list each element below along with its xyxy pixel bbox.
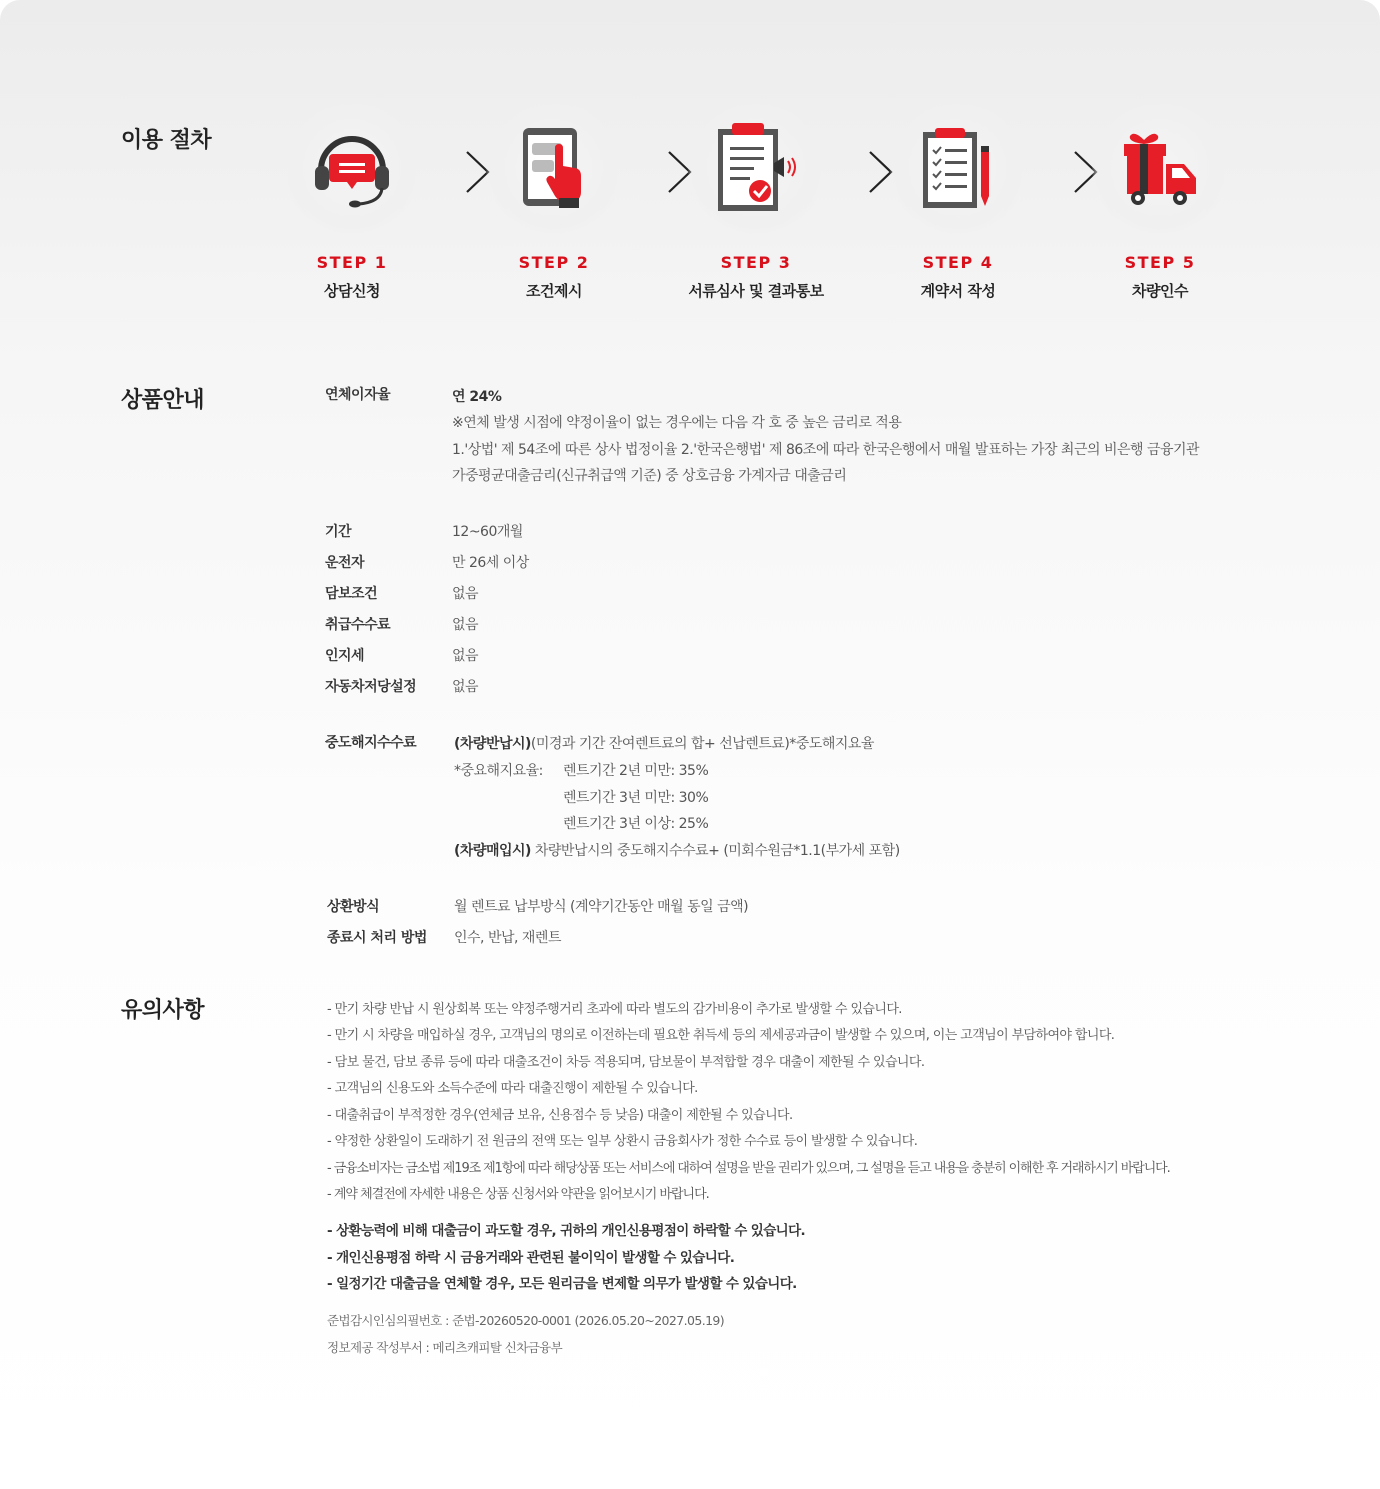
- product-row-key: 기간: [325, 524, 352, 540]
- product-row-value: 월 렌트료 납부방식 (계약기간동안 매월 동일 금액): [454, 899, 749, 915]
- notice-item: - 대출취급이 부적정한 경우(연체금 보유, 신용점수 등 낮음) 대출이 제한될 수 있습니다.: [327, 1108, 793, 1123]
- product-row-value: 12~60개월: [452, 524, 523, 540]
- product-row-key: 운전자: [325, 555, 365, 571]
- step-1-label: 상담신청: [324, 282, 380, 300]
- strong-notice-item: - 상환능력에 비해 대출금이 과도할 경우, 귀하의 개인신용평점이 하락할 수 있습니다.: [327, 1223, 806, 1239]
- return-fee-line: [454, 733, 874, 753]
- product-row-value: 인수, 반납, 재렌트: [454, 930, 561, 946]
- rate-item: 렌트기간 3년 미만: 30%: [563, 790, 709, 806]
- notice-item: - 금융소비자는 금소법 제19조 제1항에 따라 해당상품 또는 서비스에 대하여 설명을 받을 권리가 있으며, 그 설명을 듣고 내용을 충분히 이해한 후 거래하시기 바랍니다.: [327, 1161, 1170, 1176]
- product-row-key: 담보조건: [325, 586, 378, 602]
- notice-title: 유의사항: [121, 998, 205, 1023]
- return-formula: (미경과 기간 잔여렌트료의 합+ 선납렌트료)*중도해지요율: [530, 736, 874, 752]
- headset-chat-icon: [309, 128, 395, 208]
- product-row-key: 취급수수료: [325, 617, 391, 633]
- step-4-number: STEP 4: [922, 253, 994, 272]
- product-title: 상품안내: [121, 388, 205, 413]
- author-department: 정보제공 작성부서 : 메리츠캐피탈 신차금융부: [327, 1340, 563, 1355]
- rate-label: *중요해지요율:: [454, 763, 543, 779]
- step-3: [666, 100, 846, 301]
- product-row-value: 없음: [452, 648, 479, 664]
- process-title: 이용 절차: [121, 128, 212, 153]
- overdue-rate-value: 연 24%: [452, 389, 502, 405]
- notice-item: - 만기 시 차량을 매입하실 경우, 고객님의 명의로 이전하는데 필요한 취득세 등의 제세공과금이 발생할 수 있으며, 이는 고객님이 부담하여야 합니다.: [327, 1028, 1115, 1043]
- rate-item: 렌트기간 3년 이상: 25%: [563, 816, 709, 832]
- gift-truck-icon: [1120, 126, 1200, 210]
- step-1-icon-circle: [284, 100, 420, 236]
- step-4-icon-circle: [890, 100, 1026, 236]
- step-2-number: STEP 2: [518, 253, 590, 272]
- step-4-label: 계약서 작성: [920, 282, 996, 300]
- overdue-note-line: ※연체 발생 시점에 약정이율이 없는 경우에는 다음 각 호 중 높은 금리로 적용: [452, 415, 902, 431]
- step-2-icon-circle: [486, 100, 622, 236]
- approval-number: 준법감시인심의필번호 : 준법-20260520-0001 (2026.05.20~2027.05.19): [327, 1313, 725, 1328]
- early-termination-key: 중도해지수수료: [325, 735, 417, 751]
- product-row-value: 없음: [452, 586, 479, 602]
- step-2: [464, 100, 644, 301]
- product-row-key: 종료시 처리 방법: [327, 930, 427, 946]
- step-3-icon-circle: [688, 100, 824, 236]
- step-1-number: STEP 1: [316, 253, 388, 272]
- return-label: (차량반납시): [454, 736, 531, 752]
- step-3-label: 서류심사 및 결과통보: [688, 282, 824, 300]
- notice-item: - 만기 차량 반납 시 원상회복 또는 약정주행거리 초과에 따라 별도의 감가비용이 추가로 발생할 수 있습니다.: [327, 1002, 902, 1017]
- rate-item: 렌트기간 2년 미만: 35%: [563, 763, 709, 779]
- step-5-icon-circle: [1092, 100, 1228, 236]
- notice-item: - 담보 물건, 담보 종류 등에 따라 대출조건이 차등 적용되며, 담보물이 부적합할 경우 대출이 제한될 수 있습니다.: [327, 1055, 925, 1070]
- product-row-key: 자동차저당설정: [325, 679, 417, 695]
- product-row-key: 상환방식: [327, 899, 380, 915]
- notice-item: - 계약 체결전에 자세한 내용은 상품 신청서와 약관을 읽어보시기 바랍니다.: [327, 1187, 709, 1202]
- step-2-label: 조건제시: [526, 282, 582, 300]
- strong-notice-item: - 일정기간 대출금을 연체할 경우, 모든 원리금을 변제할 의무가 발생할 수 있습니다.: [327, 1276, 797, 1292]
- step-1: [262, 100, 442, 301]
- step-5-label: 차량인수: [1132, 282, 1188, 300]
- buy-label: (차량매입시): [454, 843, 531, 859]
- step-5: [1070, 100, 1250, 301]
- overdue-rate-key: 연체이자율: [325, 387, 391, 403]
- checklist-pen-icon: [921, 126, 995, 210]
- buy-formula: 차량반납시의 중도해지수수료+ (미회수원금*1.1(부가세 포함): [530, 843, 900, 859]
- notice-item: - 약정한 상환일이 도래하기 전 원금의 전액 또는 일부 상환시 금융회사가 정한 수수료 등이 발생할 수 있습니다.: [327, 1134, 918, 1149]
- clipboard-approval-icon: [714, 121, 798, 215]
- tablet-touch-icon: [519, 126, 589, 210]
- overdue-note-line: 1.'상법' 제 54조에 따른 상사 법정이율 2.'한국은행법' 제 86조에 따라 한국은행에서 매월 발표하는 가장 최근의 비은행 금융기관: [452, 442, 1200, 458]
- step-4: [868, 100, 1048, 301]
- step-5-number: STEP 5: [1124, 253, 1196, 272]
- product-row-value: 만 26세 이상: [452, 555, 529, 571]
- product-row-value: 없음: [452, 679, 479, 695]
- notice-item: - 고객님의 신용도와 소득수준에 따라 대출진행이 제한될 수 있습니다.: [327, 1081, 698, 1096]
- product-row-key: 인지세: [325, 648, 365, 664]
- buy-fee-line: [454, 840, 900, 860]
- overdue-note-line: 가중평균대출금리(신규취급액 기준) 중 상호금융 가계자금 대출금리: [452, 468, 847, 484]
- strong-notice-item: - 개인신용평점 하락 시 금융거래와 관련된 불이익이 발생할 수 있습니다.: [327, 1250, 735, 1266]
- product-row-value: 없음: [452, 617, 479, 633]
- step-3-number: STEP 3: [720, 253, 792, 272]
